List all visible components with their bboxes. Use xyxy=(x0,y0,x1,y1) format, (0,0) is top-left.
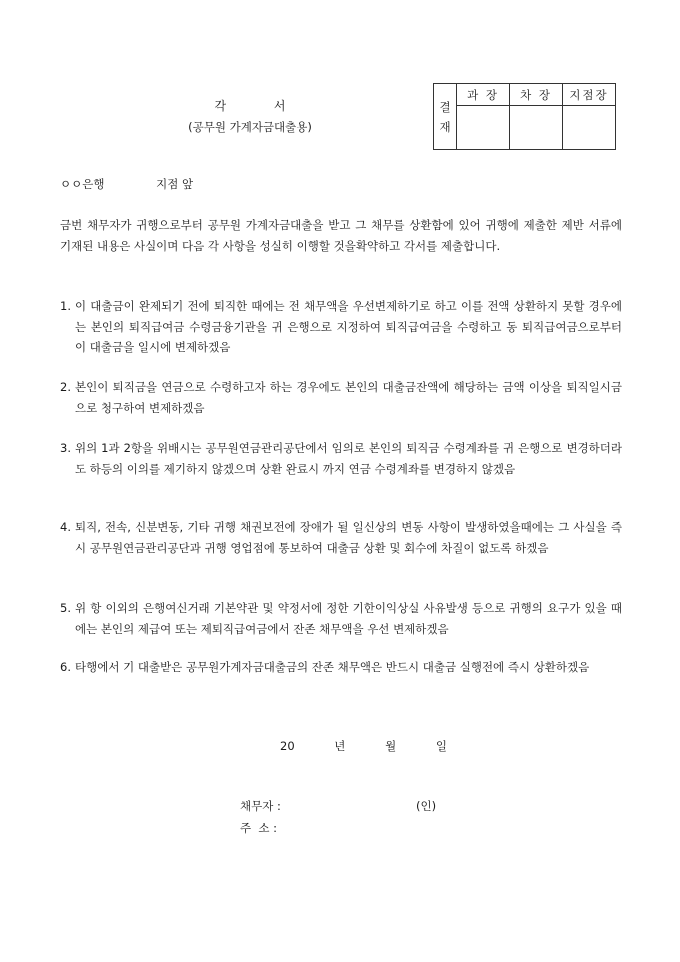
address-label: 주 소 : xyxy=(240,821,278,835)
seal-label: (인) xyxy=(416,799,437,813)
clause-item xyxy=(60,517,622,558)
date-day-label: 일 xyxy=(435,739,447,753)
clause-item xyxy=(60,377,622,418)
date-month-label: 월 xyxy=(385,739,397,753)
clause-number: 5. xyxy=(60,601,71,615)
date-year: 20 xyxy=(280,739,295,753)
document-subtitle: (공무원 가계자금대출용) xyxy=(188,120,312,134)
clause-text: 이 대출금이 완제되기 전에 퇴직한 때에는 전 채무액을 우선변제하기로 하고 이를 전액 상환하지 못할 경우에는 본인의 퇴직급여금 수령금융기관을 귀 은행으로 지정하여 퇴직급여금을 수령하고 동 퇴직급여금으로부터 이 대출금을 일시에 변제하겠음 xyxy=(75,299,622,354)
addressee xyxy=(60,176,193,192)
clause-number: 1. xyxy=(60,299,71,313)
clause-item xyxy=(60,296,622,358)
addressee-branch: 지점 앞 xyxy=(156,177,194,191)
clause-item xyxy=(60,598,622,639)
intro-paragraph: 금번 채무자가 귀행으로부터 공무원 가계자금대출을 받고 그 채무를 상환함에 있어 귀행에 제출한 제반 서류에 기재된 내용은 사실이며 다음 각 사항을 성실히 이행할 것을확약하고 각서를 제출합니다. xyxy=(60,218,622,253)
clause-item xyxy=(60,657,622,678)
approval-header-section-chief: 과 장 xyxy=(457,84,510,106)
approval-sign-cell[interactable] xyxy=(563,106,616,150)
clause-text: 위의 1과 2항을 위배시는 공무원연금관리공단에서 임의로 본인의 퇴직금 수령계좌를 귀 은행으로 변경하더라도 하등의 이의를 제기하지 않겠으며 상환 완료시 까지 연금 수령계좌를 변경하지 않겠음 xyxy=(75,441,622,476)
clause-text: 퇴직, 전속, 신분변동, 기타 귀행 채권보전에 장애가 될 일신상의 변동 사항이 발생하였을때에는 그 사실을 즉시 공무원연금관리공단과 귀행 영업점에 통보하여 대출금 상환 및 회수에 차질이 없도록 하겠음 xyxy=(75,520,622,555)
approval-header-branch-manager: 지점장 xyxy=(563,84,616,106)
date-year-label: 년 xyxy=(334,739,346,753)
clause-item xyxy=(60,438,622,479)
clause-text: 본인이 퇴직금을 연금으로 수령하고자 하는 경우에도 본인의 대출금잔액에 해당하는 금액 이상을 퇴직일시금으로 청구하여 변제하겠음 xyxy=(75,380,622,415)
approval-header-deputy-chief: 차 장 xyxy=(510,84,563,106)
addressee-bank: ㅇㅇ은행 xyxy=(60,177,105,191)
clause-number: 3. xyxy=(60,441,71,455)
document-title: 각 서 xyxy=(214,99,308,113)
clause-text: 타행에서 기 대출받은 공무원가계자금대출금의 잔존 채무액은 반드시 대출금 실행전에 즉시 상환하겠음 xyxy=(75,660,590,674)
title-block xyxy=(150,97,350,135)
approval-sign-cell[interactable] xyxy=(457,106,510,150)
clause-number: 2. xyxy=(60,380,71,394)
date-line xyxy=(280,738,465,754)
approval-table xyxy=(433,83,616,150)
address-line xyxy=(240,820,298,836)
clause-number: 6. xyxy=(60,660,71,674)
debtor-label: 채무자 : xyxy=(240,799,281,813)
clause-number: 4. xyxy=(60,520,71,534)
debtor-line xyxy=(240,798,437,814)
clause-text: 위 항 이외의 은행여신거래 기본약관 및 약정서에 정한 기한이익상실 사유발생 등으로 귀행의 요구가 있을 때에는 본인의 제급여 또는 제퇴직급여금에서 잔존 채무액을 우선 변제하겠음 xyxy=(75,601,622,636)
approval-side-label: 결 재 xyxy=(434,84,457,150)
approval-sign-cell[interactable] xyxy=(510,106,563,150)
